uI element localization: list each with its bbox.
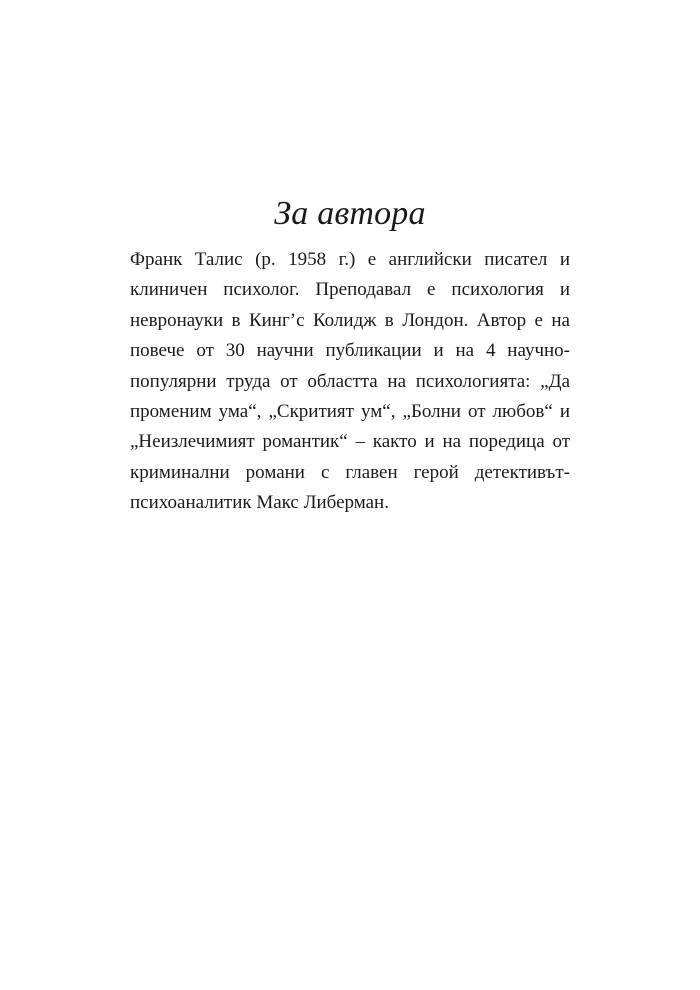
bio-line: криминални романи с главен герой детективът- [130, 461, 570, 483]
section-title: За автора [274, 195, 426, 232]
author-bio-paragraph [130, 245, 570, 519]
bio-line: клиничен психолог. Преподавал е психология и [130, 279, 570, 301]
bio-line: „Неизлечимият романтик“ – както и на поредица от [130, 431, 570, 453]
bio-line: популярни труда от областта на психологията: „Да [130, 370, 570, 392]
bio-line: психоаналитик Макс Либерман. [130, 492, 389, 514]
bio-line: повече от 30 научни публикации и на 4 научно- [130, 340, 570, 362]
bio-line: променим ума“, „Скритият ум“, „Болни от любов“ и [130, 400, 570, 422]
bio-line: невронауки в Кинг’с Колидж в Лондон. Автор е на [130, 309, 570, 331]
bio-line: Франк Талис (р. 1958 г.) е английски писател и [130, 249, 570, 270]
